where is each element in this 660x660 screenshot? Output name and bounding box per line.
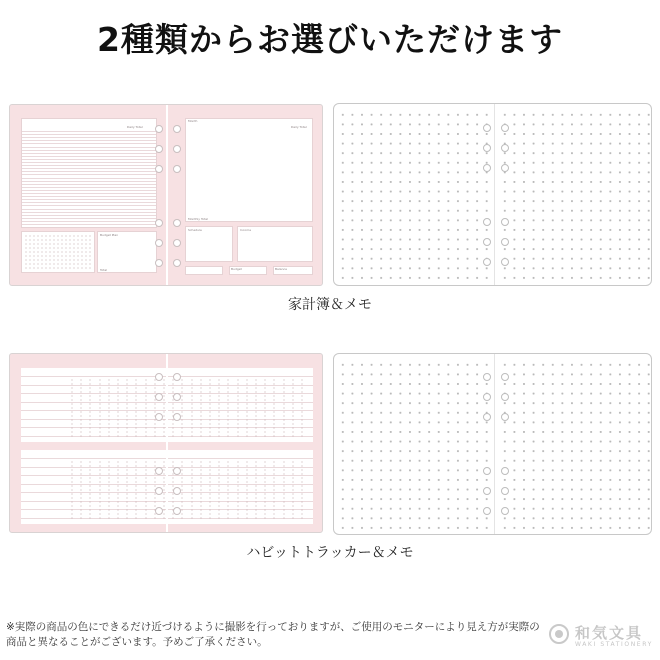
tracker-day-column: [226, 378, 230, 438]
binder-hole-icon: [483, 413, 491, 421]
binder-hole-icon: [483, 238, 491, 246]
tracker-day-column: [125, 460, 129, 520]
budget-label: Budget: [231, 267, 242, 271]
ruled-line: [22, 143, 156, 144]
household-left-page: [10, 105, 167, 285]
logo-text: 和気文具: [575, 624, 644, 642]
binder-hole-icon: [501, 413, 509, 421]
monthly-record-panel: [185, 118, 313, 222]
ruled-line: [22, 150, 156, 151]
binder-hole-icon: [501, 487, 509, 495]
habit-center-fold: [166, 354, 168, 532]
tracker-day-column: [254, 378, 258, 438]
tracker-day-column: [134, 378, 138, 438]
ruled-line: [22, 212, 156, 213]
binder-hole-icon: [155, 373, 163, 381]
tracker-day-column: [254, 460, 258, 520]
binder-hole-icon: [155, 259, 163, 267]
tracker-day-column: [88, 460, 92, 520]
ruled-line: [22, 137, 156, 138]
tracker-day-column: [190, 378, 194, 438]
memo-sheet-1: [333, 103, 652, 286]
ruled-line: [22, 156, 156, 157]
binder-hole-icon: [483, 393, 491, 401]
ruled-line: [22, 187, 156, 188]
binder-hole-icon: [483, 124, 491, 132]
ruled-line: [22, 190, 156, 191]
ruled-line: [22, 209, 156, 210]
ruled-line: [22, 168, 156, 169]
binder-hole-icon: [483, 507, 491, 515]
memo-fold-2: [494, 354, 495, 534]
ruled-line: [22, 171, 156, 172]
tracker-day-column: [245, 378, 249, 438]
tracker-day-column: [79, 378, 83, 438]
daily-total-label-left: Daily Total: [127, 125, 143, 129]
schedule-label: Schedule: [188, 228, 202, 232]
budget-plan-panel: [97, 231, 157, 273]
tracker-day-column: [116, 460, 120, 520]
memo-sheet-2: [333, 353, 652, 535]
tracker-day-column: [236, 460, 240, 520]
income-label: Income: [240, 228, 252, 232]
balance-label: Balance: [275, 267, 287, 271]
ruled-line: [22, 140, 156, 141]
ruled-line: [22, 224, 156, 225]
tracker-day-column: [263, 460, 267, 520]
binder-hole-icon: [501, 218, 509, 226]
binder-hole-icon: [501, 238, 509, 246]
ruled-line: [22, 181, 156, 182]
binder-hole-icon: [155, 393, 163, 401]
binder-hole-icon: [155, 145, 163, 153]
binder-hole-icon: [501, 124, 509, 132]
ruled-line: [22, 221, 156, 222]
binder-hole-icon: [155, 507, 163, 515]
tracker-day-column: [217, 378, 221, 438]
tracker-day-column: [272, 460, 276, 520]
binder-hole-icon: [483, 487, 491, 495]
tracker-day-column: [291, 378, 295, 438]
caption-household: 家計簿＆メモ: [288, 297, 372, 313]
tracker-day-column: [208, 378, 212, 438]
tracker-day-column: [226, 460, 230, 520]
tracker-day-column: [272, 378, 276, 438]
monthly-total-label: Monthly Total: [188, 217, 208, 221]
memo-dots-left-2: [338, 360, 488, 531]
binder-hole-icon: [501, 393, 509, 401]
tracker-day-column: [208, 460, 212, 520]
ruled-line: [22, 184, 156, 185]
tracker-day-column: [98, 378, 102, 438]
month-label: Month: [188, 119, 198, 123]
binder-hole-icon: [483, 467, 491, 475]
ruled-line: [22, 165, 156, 166]
tracker-day-column: [107, 460, 111, 520]
binder-hole-icon: [501, 507, 509, 515]
ruled-line: [22, 134, 156, 135]
binder-hole-icon: [501, 258, 509, 266]
ruled-line: [22, 174, 156, 175]
tracker-day-column: [98, 460, 102, 520]
logo-mark-icon: [549, 624, 569, 644]
binder-hole-icon: [173, 413, 181, 421]
caption-habit: ハビットトラッカー＆メモ: [246, 545, 414, 561]
brand-logo: [549, 622, 659, 652]
bottom-grid-panel: [21, 231, 95, 273]
tracker-day-column: [236, 378, 240, 438]
binder-hole-icon: [155, 487, 163, 495]
binder-hole-icon: [155, 239, 163, 247]
binder-hole-icon: [483, 373, 491, 381]
binder-hole-icon: [483, 144, 491, 152]
binder-hole-icon: [173, 373, 181, 381]
binder-hole-icon: [155, 467, 163, 475]
tracker-day-column: [245, 460, 249, 520]
tracker-day-column: [199, 460, 203, 520]
binder-hole-icon: [173, 507, 181, 515]
ruled-line: [22, 159, 156, 160]
tracker-day-column: [116, 378, 120, 438]
tracker-day-column: [291, 460, 295, 520]
tracker-day-column: [263, 378, 267, 438]
ruled-line: [22, 153, 156, 154]
tracker-day-column: [180, 378, 184, 438]
binder-hole-icon: [173, 393, 181, 401]
binder-hole-icon: [155, 219, 163, 227]
ruled-line: [22, 193, 156, 194]
tracker-day-column: [199, 378, 203, 438]
ruled-line: [22, 199, 156, 200]
binder-hole-icon: [483, 218, 491, 226]
summary-box-1: [185, 266, 223, 275]
total-label: Total: [100, 268, 108, 272]
binder-hole-icon: [173, 487, 181, 495]
tracker-day-column: [70, 460, 74, 520]
tracker-day-column: [134, 460, 138, 520]
ruled-line: [22, 178, 156, 179]
binder-hole-icon: [155, 125, 163, 133]
tracker-day-column: [300, 378, 304, 438]
logo-subtext: WAKI STATIONERY: [575, 641, 653, 648]
ruled-line: [22, 202, 156, 203]
tracker-day-column: [88, 378, 92, 438]
tracker-day-column: [282, 378, 286, 438]
tracker-day-column: [190, 460, 194, 520]
binder-hole-icon: [155, 165, 163, 173]
binder-hole-icon: [173, 467, 181, 475]
household-right-page: [168, 105, 323, 285]
headline: 2種類からお選びいただけます: [97, 20, 563, 59]
household-account-sheet: [9, 104, 323, 286]
tracker-day-column: [153, 378, 157, 438]
tracker-day-column: [282, 460, 286, 520]
disclaimer-note: ※実際の商品の色にできるだけ近づけるように撮影を行っておりますが、ご使用のモニターにより見え方が実際の商品と異なることがございます。予めご了承ください。: [6, 621, 540, 648]
ruled-line: [22, 196, 156, 197]
tracker-day-column: [171, 378, 175, 438]
memo-dots-left-1: [338, 110, 488, 282]
daily-total-label-right: Daily Total: [291, 125, 307, 129]
binder-hole-icon: [483, 164, 491, 172]
bottom-grid-dots: [24, 234, 92, 270]
tracker-day-column: [144, 460, 148, 520]
tracker-day-column: [79, 460, 83, 520]
memo-dots-right-2: [500, 360, 650, 531]
binder-hole-icon: [501, 144, 509, 152]
ruled-line: [22, 215, 156, 216]
ruled-line: [22, 205, 156, 206]
tracker-day-column: [144, 378, 148, 438]
binder-hole-icon: [501, 164, 509, 172]
tracker-day-column: [125, 378, 129, 438]
ruled-line: [22, 147, 156, 148]
tracker-day-column: [70, 378, 74, 438]
habit-tracker-sheet: [9, 353, 323, 533]
binder-hole-icon: [483, 258, 491, 266]
binder-hole-icon: [501, 467, 509, 475]
ruled-line: [22, 218, 156, 219]
tracker-day-column: [300, 460, 304, 520]
tracker-day-column: [107, 378, 111, 438]
budget-plan-label: Budget Plan: [100, 233, 119, 237]
memo-dots-right-1: [500, 110, 650, 282]
binder-hole-icon: [501, 373, 509, 381]
binder-hole-icon: [155, 413, 163, 421]
ruled-line: [22, 131, 156, 132]
tracker-day-column: [217, 460, 221, 520]
ruled-line: [22, 162, 156, 163]
memo-fold-1: [494, 104, 495, 285]
